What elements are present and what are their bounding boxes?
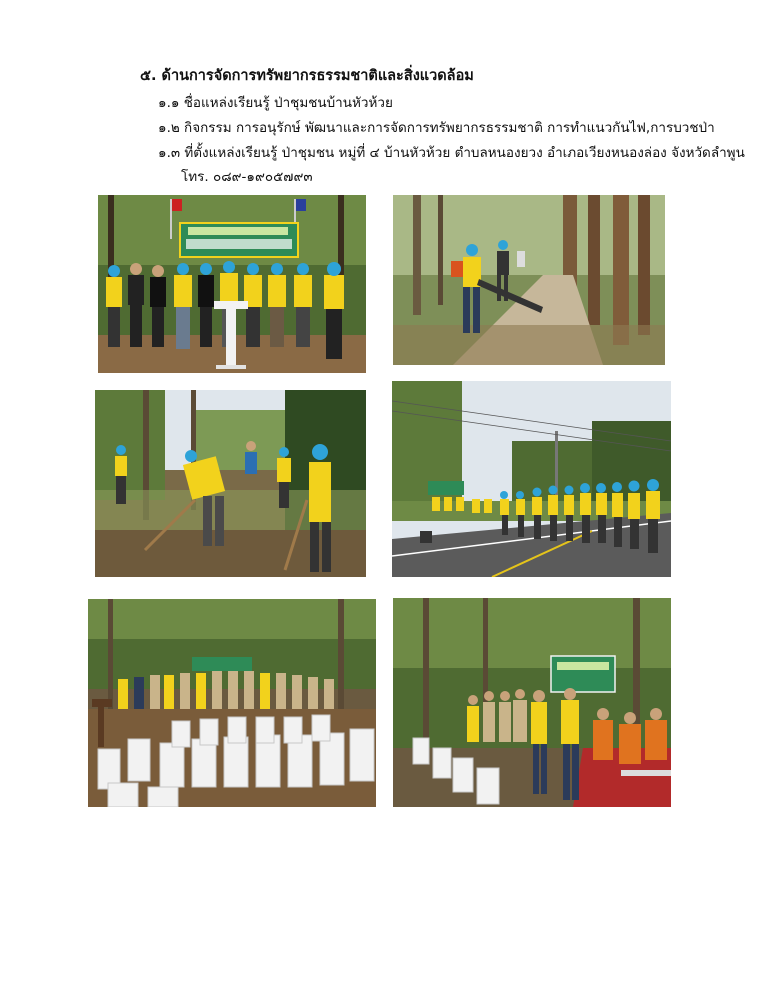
photo-roadside-volunteers (392, 381, 671, 577)
phone-number: โทร. ๐๘๙-๑๙๐๕๗๙๓ (181, 169, 313, 185)
learning-source-name: ๑.๑ ชื่อแหล่งเรียนรู้ ป่าชุมชนบ้านหัวห้วย (158, 95, 393, 111)
activity-description: ๑.๒ กิจกรรม การอนุรักษ์ พัฒนาและการจัดการทรัพยากรธรรมชาติ การทำแนวกันไฟ,การบวชป่า (158, 120, 715, 136)
photo-forest-ordination-monks (393, 598, 671, 807)
photo-raking-firebreak (95, 390, 366, 577)
photo-leaf-blower-firebreak (393, 195, 665, 365)
section-heading: ๕. ด้านการจัดการทรัพยากรธรรมชาติและสิ่งแวดล้อม (140, 68, 474, 84)
photo-ceremony-seating (88, 599, 376, 807)
learning-source-location: ๑.๓ ที่ตั้งแหล่งเรียนรู้ ป่าชุมชน หมู่ที่ ๔ บ้านหัวห้วย ตำบลหนองยวง อำเภอเวียงหนองล่อง จังหวัดลำพูน (158, 145, 745, 161)
photo-group-ceremony (98, 195, 366, 373)
